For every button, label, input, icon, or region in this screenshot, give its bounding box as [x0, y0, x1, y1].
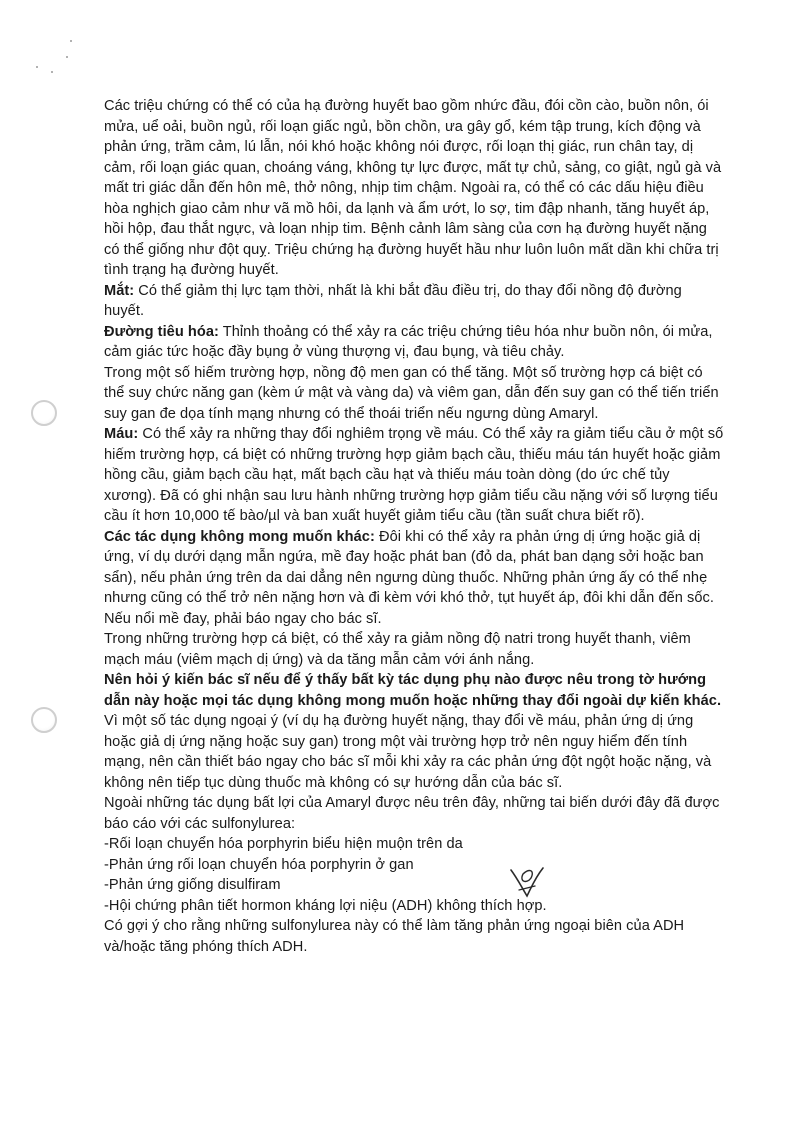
list-item: -Hội chứng phân tiết hormon kháng lợi niệu (ADH) không thích hợp.: [104, 897, 547, 914]
paragraph-blood: Máu: Có thể xảy ra những thay đổi nghiêm trọng về máu. Có thể xảy ra giảm tiểu cầu ở một số hiếm trường hợp, cá biệt có những trường hợp giảm bạch cầu, thiếu máu tán huyết hoặc giảm hồng cầu, giảm bạch cầu hạt, mất bạch cầu hạt và thiếu máu toàn dòng (do ức chế tủy xương). Đã có ghi nhận sau lưu hành những trường hợp giảm tiểu cầu nặng với số lượng tiểu cầu ít hơn 10,000 tế bào/µl và ban xuất huyết giảm tiểu cầu (tần suất chưa biết rõ).: [104, 426, 724, 524]
paragraph-hypoglycemia-symptoms: Các triệu chứng có thể có của hạ đường huyết bao gồm nhức đầu, đói cồn cào, buồn nôn, ói mửa, uể oải, buồn ngủ, rối loạn giấc ngủ, bồn chồn, ưa gây gổ, kém tập trung, kích động và phản ứng, trầm cảm, lú lẫn, nói khó hoặc không nói được, rối loạn thị giác, run chân tay, dị cảm, rối loạn giác quan, choáng váng, không tự lực được, mất tự chủ, sảng, co giật, ngủ gà và mất tri giác dẫn đến hôn mê, thở nông, nhịp tim chậm. Ngoài ra, có thể có các dấu hiệu điều hòa nghịch giao cảm như vã mồ hôi, da lạnh và ẩm ướt, lo sợ, tim đập nhanh, tăng huyết áp, hồi hộp, đau thắt ngực, và loạn nhịp tim. Bệnh cảnh lâm sàng của cơn hạ đường huyết nặng có thể giống như đột quỵ. Triệu chứng hạ đường huyết hầu như luôn luôn mất dần khi chữa trị tình trạng hạ đường huyết.: [104, 98, 722, 278]
scan-speck: [36, 66, 38, 68]
list-item: -Rối loạn chuyển hóa porphyrin biểu hiện muộn trên da: [104, 836, 463, 852]
paragraph-other-effects: Các tác dụng không mong muốn khác: Đôi khi có thể xảy ra phản ứng dị ứng hoặc giả dị ứng, ví dụ dưới dạng mẫn ngứa, mề đay hoặc phát ban (đỏ da, phát ban dạng sởi hoặc ban sẩn), nếu phản ứng trên da dai dẳng nên ngưng dùng thuốc. Những phản ứng ấy có thể nhẹ nhưng cũng có thể trở nên nặng hơn và đi kèm với khó thở, tụt huyết áp, đôi khi dẫn đến sốc. Nếu nổi mề đay, phải báo ngay cho bác sĩ.: [104, 528, 715, 627]
paragraph-digestive: Đường tiêu hóa: Thỉnh thoảng có thể xảy ra các triệu chứng tiêu hóa như buồn nôn, ói mửa, cảm giác tức hoặc đầy bụng ở vùng thượng vị, đau bụng, và tiêu chảy.: [104, 323, 713, 360]
scan-speck: [70, 40, 72, 42]
list-item: -Phản ứng giống disulfiram: [104, 877, 281, 893]
paragraph-serious-effects: Vì một số tác dụng ngoại ý (ví dụ hạ đường huyết nặng, thay đổi về máu, phản ứng dị ứng hoặc giả dị ứng nặng hoặc suy gan) trong một vài trường hợp trở nên nguy hiểm đến tính mạng, nên cần thiết báo ngay cho bác sĩ mỗi khi xảy ra các phản ứng đột ngột hoặc nặng, và không nên tiếp tục dùng thuốc mà không có sự hướng dẫn của bác sĩ.: [104, 713, 712, 791]
list-item: -Phản ứng rối loạn chuyển hóa porphyrin ở gan: [104, 856, 414, 873]
paragraph-consult-doctor: Nên hỏi ý kiến bác sĩ nếu để ý thấy bất kỳ tác dụng phụ nào được nêu trong tờ hướng dẫn này hoặc mọi tác dụng không mong muốn hoặc những thay đổi ngoài dự kiến khác.: [104, 672, 722, 709]
scan-speck: [66, 56, 68, 58]
paragraph-liver: Trong một số hiếm trường hợp, nồng độ men gan có thể tăng. Một số trường hợp cá biệt có thể suy chức năng gan (kèm ứ mật và vàng da) và viêm gan, dẫn đến suy gan có thể tiến triển suy gan đe dọa tính mạng nhưng có thể thoái triển nếu ngưng dùng Amaryl.: [104, 364, 719, 422]
document-body: [104, 96, 724, 957]
paragraph-eye: Mắt: Có thể giảm thị lực tạm thời, nhất là khi bắt đầu điều trị, do thay đổi nồng độ đường huyết.: [104, 282, 682, 319]
handwritten-initial-mark: [505, 860, 551, 906]
paragraph-rare-cases: Trong những trường hợp cá biệt, có thể xảy ra giảm nồng độ natri trong huyết thanh, viêm mạch máu (viêm mạch dị ứng) và da tăng mẫn cảm với ánh nắng.: [104, 631, 691, 668]
scan-speck: [51, 71, 53, 73]
punch-hole: [31, 400, 57, 426]
punch-hole: [31, 707, 57, 733]
paragraph-sulfonylurea-intro: Ngoài những tác dụng bất lợi của Amaryl được nêu trên đây, những tai biến dưới đây đã được báo cáo với các sulfonylurea:: [104, 795, 720, 832]
paragraph-adh: Có gợi ý cho rằng những sulfonylurea này có thể làm tăng phản ứng ngoại biên của ADH và/hoặc tăng phóng thích ADH.: [104, 918, 685, 955]
